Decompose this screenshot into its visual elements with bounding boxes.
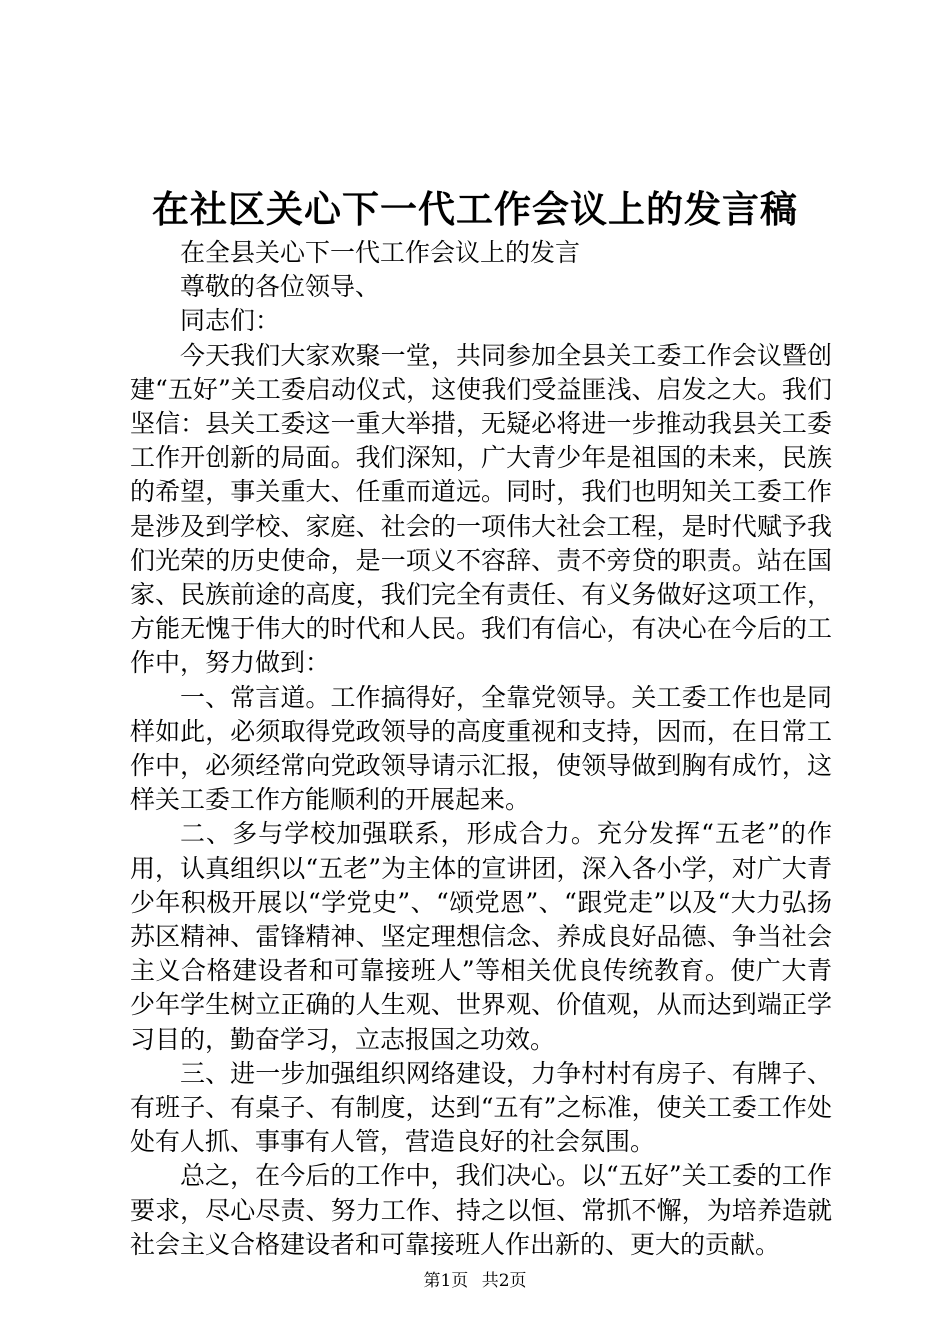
page-number: 第1页 <box>423 1271 469 1291</box>
document-title: 在社区关心下一代工作会议上的发言稿 <box>152 187 798 231</box>
paragraph-salutation-1: 尊敬的各位领导、 <box>180 272 381 302</box>
document-body <box>130 236 832 1262</box>
paragraph-point-1: 一、常言道。工作搞得好，全靠党领导。关工委工作也是同样如此，必须取得党政领导的高度重视和支持，因而，在日常工作中，必须经常向党政领导请示汇报，使领导做到胸有成竹，这样关工委工作方能顺利的开展起来。 <box>130 682 832 815</box>
paragraph-intro: 今天我们大家欢聚一堂，共同参加全县关工委工作会议暨创建“五好”关工委启动仪式，这使我们受益匪浅、启发之大。我们坚信：县关工委这一重大举措，无疑必将进一步推动我县关工委工作开创新的局面。我们深知，广大青少年是祖国的未来，民族的希望，事关重大、任重而道远。同时，我们也明知关工委工作是涉及到学校、家庭、社会的一项伟大社会工程，是时代赋予我们光荣的历史使命，是一项义不容辞、责不旁贷的职责。站在国家、民族前途的高度，我们完全有责任、有义务做好这项工作，方能无愧于伟大的时代和人民。我们有信心，有决心在今后的工作中，努力做到： <box>130 340 832 678</box>
paragraph-salutation-2: 同志们： <box>180 306 281 336</box>
paragraph-point-2: 二、多与学校加强联系，形成合力。充分发挥“五老”的作用，认真组织以“五老”为主体的宣讲团，深入各小学，对广大青少年积极开展以“学党史”、“颂党恩”、“跟党走”以及“大力弘扬苏区精神、雷锋精神、坚定理想信念、养成良好品德、争当社会主义合格建设者和可靠接班人”等相关优良传统教育。使广大青少年学生树立正确的人生观、世界观、价值观，从而达到端正学习目的，勤奋学习，立志报国之功效。 <box>130 819 832 1054</box>
page-footer <box>0 1270 950 1292</box>
paragraph-conclusion: 总之，在今后的工作中，我们决心。以“五好”关工委的工作要求，尽心尽责、努力工作、持之以恒、常抓不懈，为培养造就社会主义合格建设者和可靠接班人作出新的、更大的贡献。 <box>130 1161 832 1259</box>
paragraph-subtitle: 在全县关心下一代工作会议上的发言 <box>180 238 581 267</box>
page-total: 共2页 <box>481 1271 527 1291</box>
paragraph-point-3: 三、进一步加强组织网络建设，力争村村有房子、有牌子、有班子、有桌子、有制度，达到“五有”之标准，使关工委工作处处有人抓、事事有人管，营造良好的社会氛围。 <box>130 1058 832 1157</box>
